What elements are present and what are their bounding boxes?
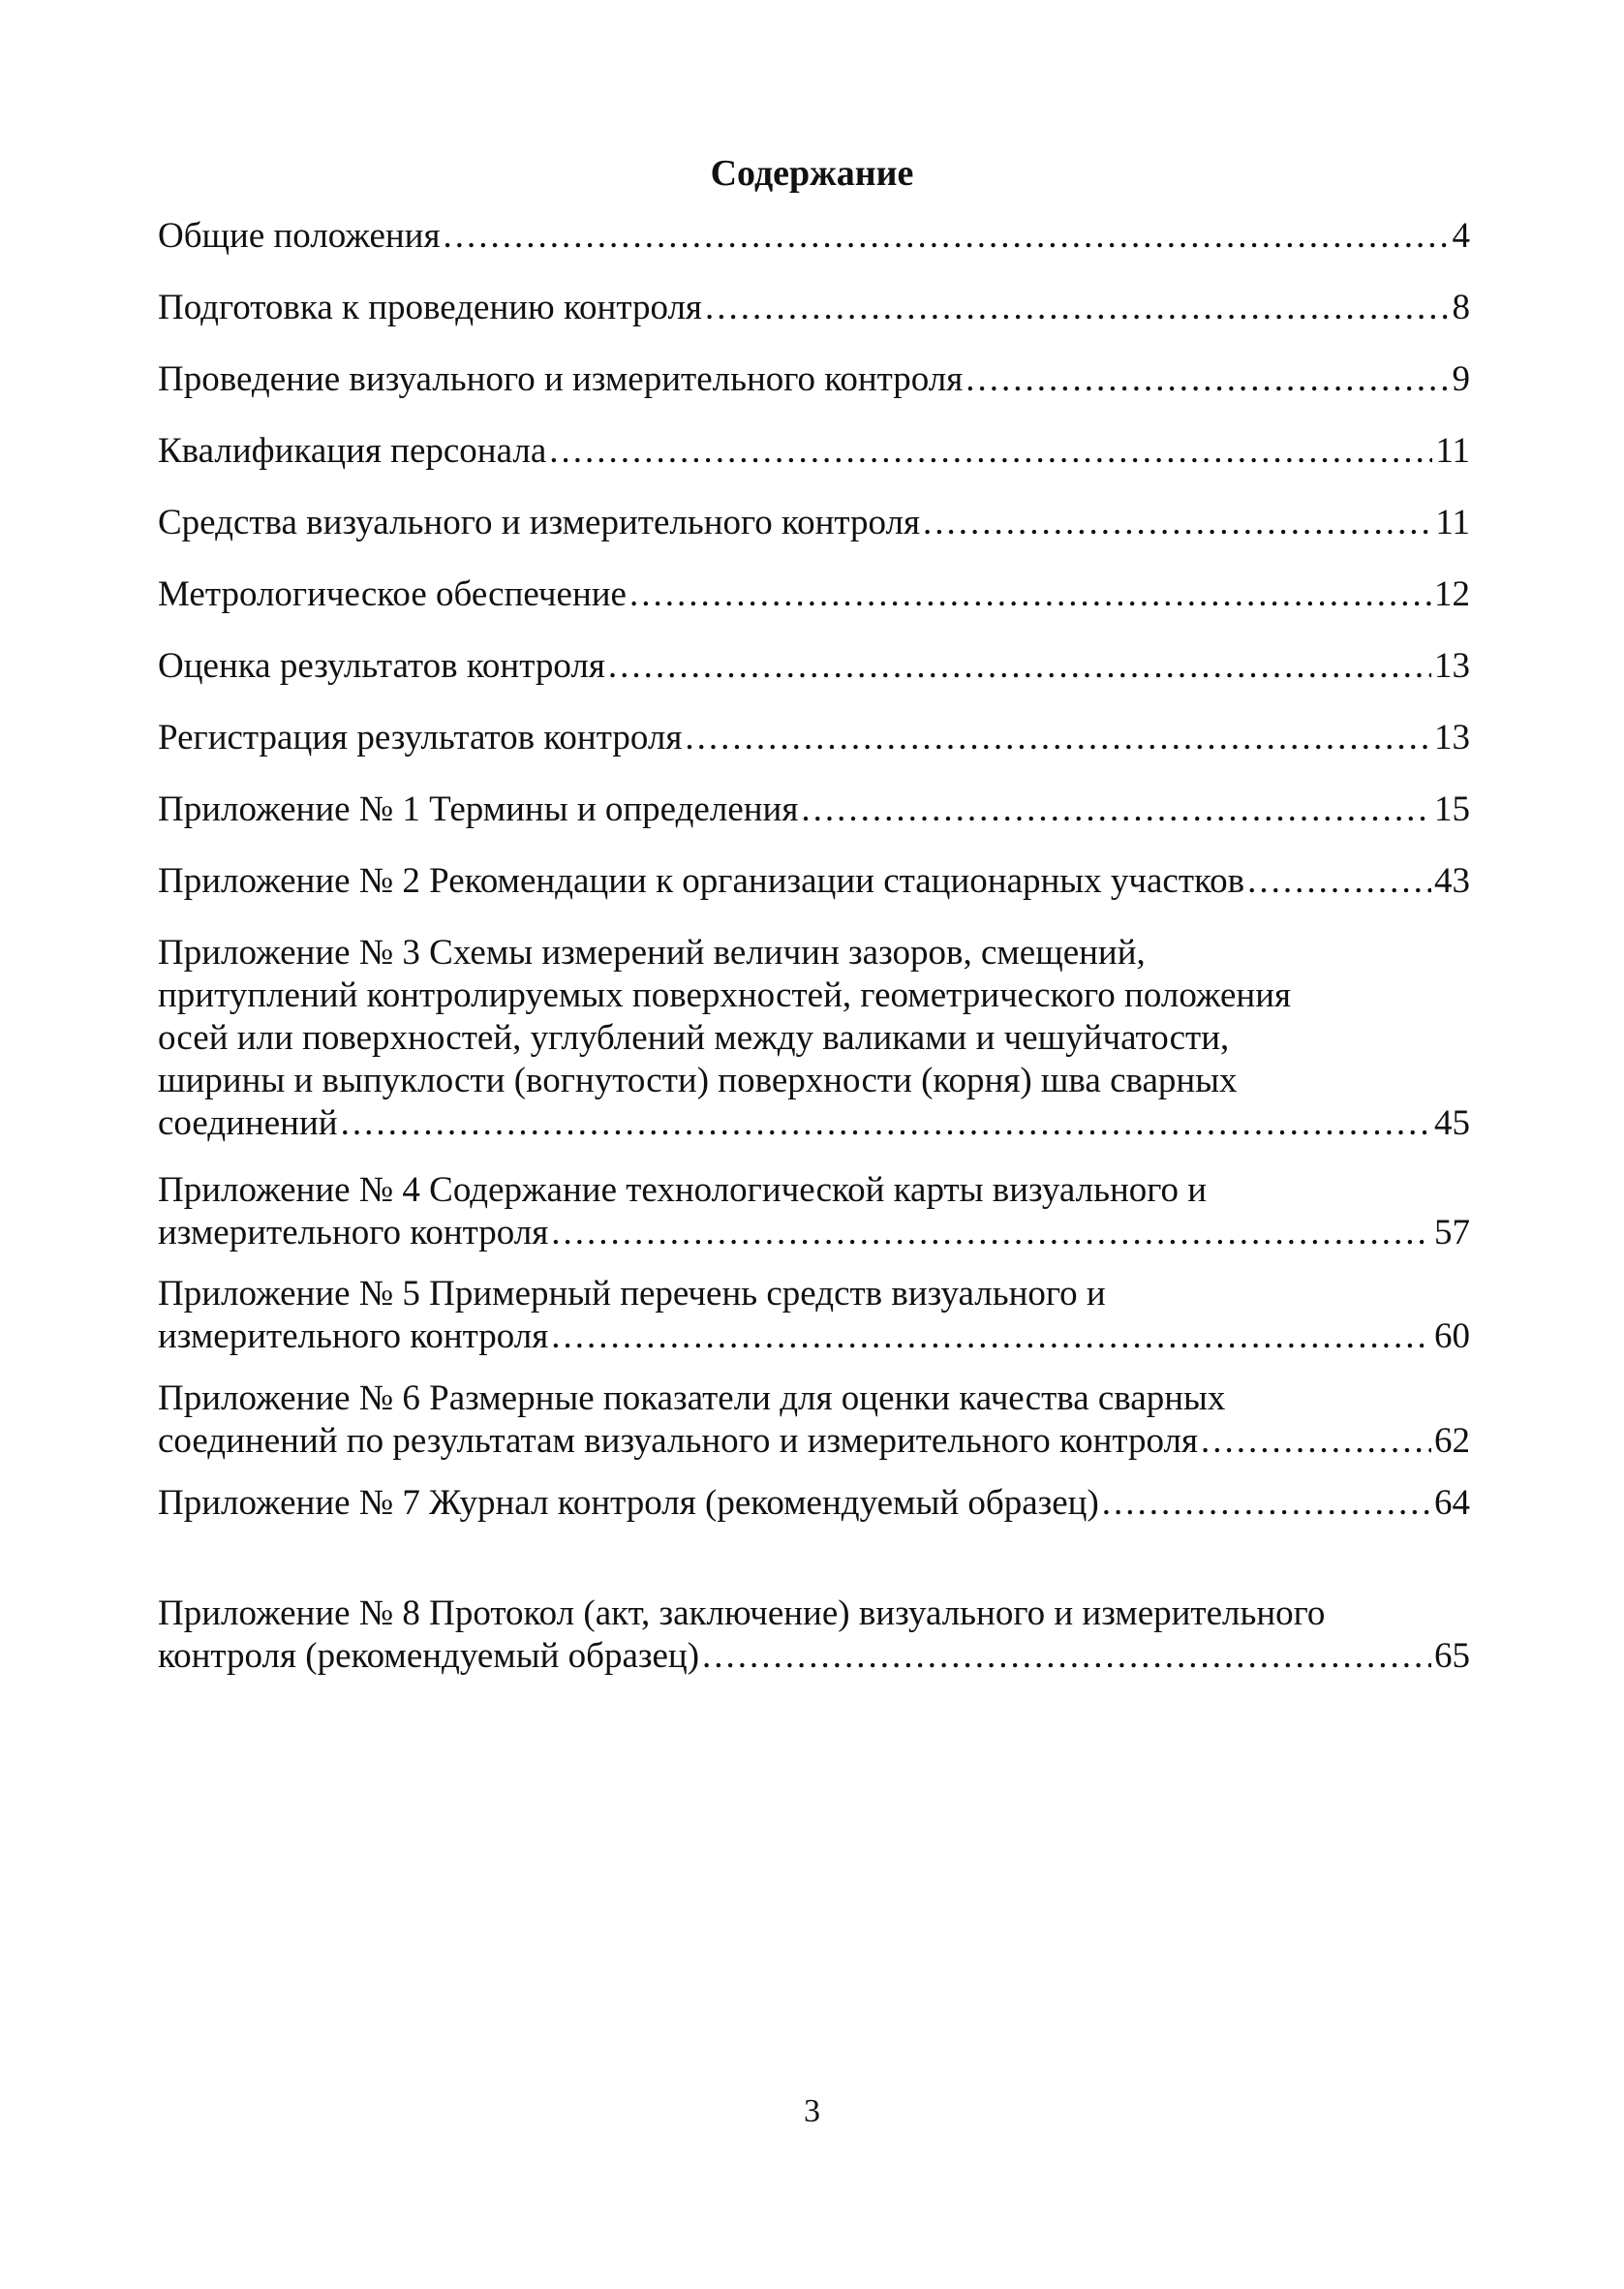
- toc-entry-text: притуплений контролируемых поверхностей, геометрического положения: [158, 975, 1292, 1015]
- dot-leader: [341, 1102, 1431, 1145]
- dot-leader: [923, 502, 1432, 544]
- toc-entry-line: [158, 358, 1470, 401]
- toc-entry-line: [158, 860, 1470, 903]
- toc-entry[interactable]: [158, 1593, 1470, 1678]
- toc-page-number: 13: [1434, 646, 1470, 686]
- toc-entry[interactable]: [158, 645, 1470, 688]
- toc-page-number: 12: [1434, 574, 1470, 614]
- toc-entry-line: [158, 430, 1470, 473]
- toc-entry-text: Приложение № 4 Содержание технологической карты визуального и: [158, 1170, 1208, 1210]
- toc-entry[interactable]: [158, 1377, 1470, 1463]
- dot-leader: [551, 1315, 1431, 1358]
- toc-page-number: 9: [1452, 359, 1470, 399]
- toc-page-number: 13: [1434, 718, 1470, 758]
- toc-entry[interactable]: [158, 789, 1470, 831]
- toc-entry-text: Средства визуального и измерительного контроля: [158, 503, 921, 542]
- toc-entry-line: [158, 789, 1470, 831]
- toc-entry-text: измерительного контроля: [158, 1213, 549, 1253]
- toc-entry-line: [158, 645, 1470, 688]
- dot-leader: [629, 573, 1431, 616]
- dot-leader: [608, 645, 1431, 688]
- dot-leader: [443, 215, 1449, 258]
- toc-entry-text: Метрологическое обеспечение: [158, 574, 627, 614]
- toc-entry[interactable]: [158, 573, 1470, 616]
- toc-entry-line: [158, 717, 1470, 759]
- dot-leader: [1201, 1420, 1431, 1463]
- toc-page-number: 11: [1435, 431, 1470, 471]
- toc-entry-text: Регистрация результатов контроля: [158, 718, 683, 758]
- toc-page-number: 8: [1452, 288, 1470, 327]
- toc-page-number: 11: [1435, 503, 1470, 542]
- toc-entry-text: Приложение № 2 Рекомендации к организации стационарных участков: [158, 861, 1245, 901]
- toc-entry-text: Общие положения: [158, 216, 441, 256]
- toc-page-number: 57: [1434, 1213, 1470, 1253]
- toc-entry-line: [158, 1482, 1470, 1525]
- dot-leader: [705, 287, 1450, 329]
- toc-entry-text: Проведение визуального и измерительного контроля: [158, 359, 964, 399]
- toc-entry-text: осей или поверхностей, углублений между валиками и чешуйчатости,: [158, 1018, 1230, 1058]
- toc-entry-text: Оценка результатов контроля: [158, 646, 605, 686]
- dot-leader: [702, 1635, 1431, 1678]
- toc-entry-text: ширины и выпуклости (вогнутости) поверхности (корня) шва сварных: [158, 1061, 1238, 1100]
- toc-entry-text: соединений по результатам визуального и измерительного контроля: [158, 1421, 1199, 1461]
- toc-entry[interactable]: [158, 932, 1470, 1145]
- dot-leader: [1102, 1482, 1431, 1525]
- toc-entry-text: соединений: [158, 1103, 338, 1143]
- page-number: 3: [804, 2093, 820, 2129]
- toc-entry[interactable]: [158, 287, 1470, 329]
- toc-entry-text: Приложение № 6 Размерные показатели для оценки качества сварных: [158, 1378, 1226, 1418]
- toc-page-number: 62: [1434, 1421, 1470, 1461]
- toc-entry[interactable]: [158, 502, 1470, 544]
- toc-entry[interactable]: [158, 860, 1470, 903]
- dot-leader: [965, 358, 1449, 401]
- toc-page-number: 65: [1434, 1636, 1470, 1676]
- toc-entry[interactable]: [158, 430, 1470, 473]
- toc-entry[interactable]: [158, 215, 1470, 258]
- dot-leader: [801, 789, 1431, 831]
- toc-entry-text: Подготовка к проведению контроля: [158, 288, 702, 327]
- dot-leader: [685, 717, 1431, 759]
- toc-entry-line: [158, 1102, 1470, 1145]
- dot-leader: [549, 430, 1432, 473]
- toc-entry[interactable]: [158, 1273, 1470, 1358]
- toc-entry[interactable]: [158, 717, 1470, 759]
- toc-page-number: 64: [1434, 1483, 1470, 1523]
- toc-entry-text: Квалификация персонала: [158, 431, 547, 471]
- toc-entry-line: [158, 1315, 1470, 1358]
- toc-page-number: 45: [1434, 1103, 1470, 1143]
- page-title: Содержание: [710, 153, 914, 194]
- dot-leader: [1247, 860, 1431, 903]
- toc-entry[interactable]: [158, 358, 1470, 401]
- toc-page-number: 4: [1452, 216, 1470, 256]
- toc-entry-line: [158, 1212, 1470, 1254]
- toc-entry-text: Приложение № 1 Термины и определения: [158, 789, 799, 829]
- toc-entry-line: [158, 287, 1470, 329]
- toc-entry-text: Приложение № 3 Схемы измерений величин зазоров, смещений,: [158, 933, 1146, 973]
- toc-entry-text: Приложение № 5 Примерный перечень средств визуального и: [158, 1274, 1106, 1314]
- toc-page-number: 15: [1434, 789, 1470, 829]
- toc-page-number: 43: [1434, 861, 1470, 901]
- toc-page-number: 60: [1434, 1316, 1470, 1356]
- toc-entry[interactable]: [158, 1482, 1470, 1525]
- toc-entry-line: [158, 502, 1470, 544]
- toc-entry-text: Приложение № 8 Протокол (акт, заключение) визуального и измерительного: [158, 1593, 1326, 1633]
- toc-entry-line: [158, 573, 1470, 616]
- toc-entry-line: [158, 215, 1470, 258]
- toc-entry-line: [158, 1420, 1470, 1463]
- toc-entry-line: [158, 1635, 1470, 1678]
- toc-entry-text: Приложение № 7 Журнал контроля (рекомендуемый образец): [158, 1483, 1099, 1523]
- toc-entry-text: измерительного контроля: [158, 1316, 549, 1356]
- toc-entry[interactable]: [158, 1169, 1470, 1254]
- dot-leader: [551, 1212, 1431, 1254]
- toc-entry-text: контроля (рекомендуемый образец): [158, 1636, 700, 1676]
